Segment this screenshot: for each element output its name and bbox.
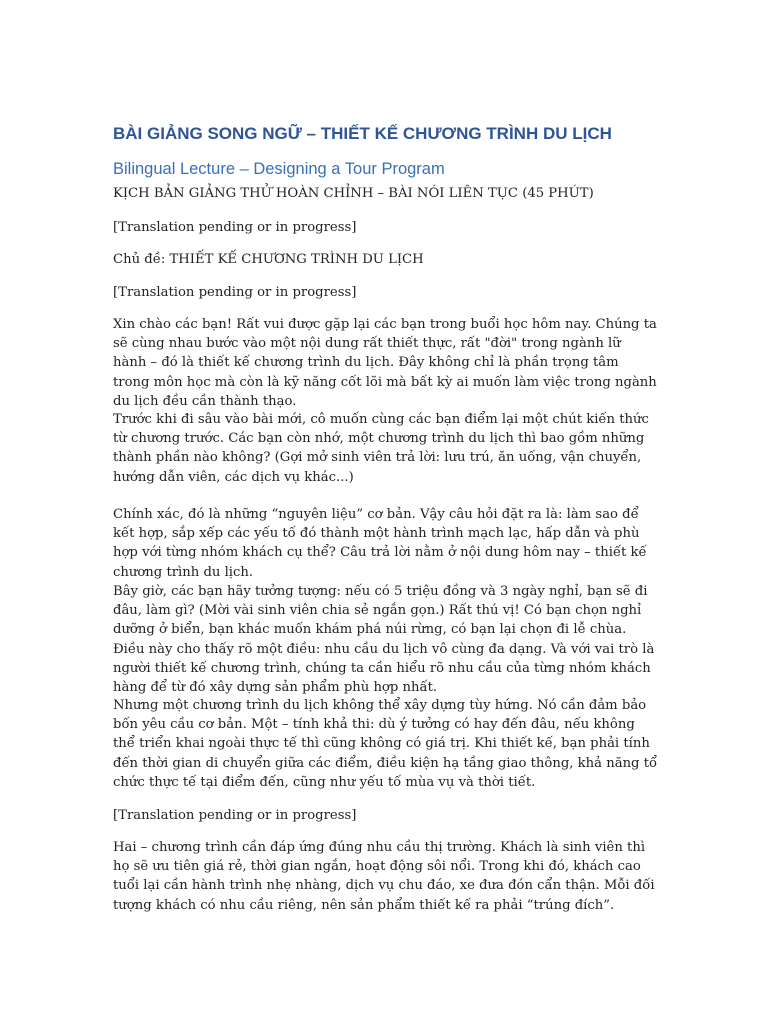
translation-pending-note: [Translation pending or in progress] bbox=[113, 220, 357, 235]
body-paragraph: Bây giờ, các bạn hãy tưởng tượng: nếu có 5 triệu đồng và 3 ngày nghỉ, bạn sẽ đi đâu, làm gì? (Mời vài sinh viên chia sẻ ngắn gọn.) Rất thú vị! Có bạn chọn nghỉ dưỡng ở biển, bạn khác muốn khám phá núi rừng, có bạn lại chọn đi lễ chùa. Điều này cho thấy rõ một điều: nhu cầu du lịch vô cùng đa dạng. Và với vai trò là người thiết kế chương trình, chúng ta cần hiểu rõ nhu cầu của từng nhóm khách hàng để từ đó xây dựng sản phẩm phù hợp nhất. bbox=[113, 584, 655, 696]
body-paragraph: Xin chào các bạn! Rất vui được gặp lại các bạn trong buổi học hôm nay. Chúng ta sẽ cùng nhau bước vào một nội dung rất thiết thực, rất "đời" trong ngành lữ hành – đó là thiết kế chương trình du lịch. Đây không chỉ là phần trọng tâm trong môn học mà còn là kỹ năng cốt lõi mà bất kỳ ai muốn làm việc trong ngành du lịch đều cần thành thạo. bbox=[113, 317, 657, 409]
body-paragraph: Chính xác, đó là những “nguyên liệu” cơ bản. Vậy câu hỏi đặt ra là: làm sao để kết hợp, sắp xếp các yếu tố đó thành một hành trình mạch lạc, hấp dẫn và phù hợp với từng nhóm khách cụ thể? Câu trả lời nằm ở nội dung hôm nay – thiết kế chương trình du lịch. bbox=[113, 507, 647, 580]
topic-line: Chủ đề: THIẾT KẾ CHƯƠNG TRÌNH DU LỊCH bbox=[113, 252, 424, 267]
document-title: BÀI GIẢNG SONG NGỮ – THIẾT KẾ CHƯƠNG TRÌNH DU LỊCH bbox=[113, 124, 612, 143]
body-paragraph: Trước khi đi sâu vào bài mới, cô muốn cùng các bạn điểm lại một chút kiến thức từ chương trước. Các bạn còn nhớ, một chương trình du lịch thì bao gồm những thành phần nào không? (Gợi mở sinh viên trả lời: lưu trú, ăn uống, vận chuyển, hướng dẫn viên, các dịch vụ khác...) bbox=[113, 412, 649, 485]
translation-pending-note: [Translation pending or in progress] bbox=[113, 808, 357, 823]
body-paragraph: Hai – chương trình cần đáp ứng đúng nhu cầu thị trường. Khách là sinh viên thì họ sẽ ưu tiên giá rẻ, thời gian ngắn, hoạt động sôi nổi. Trong khi đó, khách cao tuổi lại cần hành trình nhẹ nhàng, dịch vụ chu đáo, xe đưa đón cẩn thận. Mỗi đối tượng khách có nhu cầu riêng, nên sản phẩm thiết kế ra phải “trúng đích”. bbox=[113, 840, 655, 913]
body-paragraph: Nhưng một chương trình du lịch không thể xây dựng tùy hứng. Nó cần đảm bảo bốn yêu cầu cơ bản. Một – tính khả thi: dù ý tưởng có hay đến đâu, nếu không thể triển khai ngoài thực tế thì cũng không có giá trị. Khi thiết kế, bạn phải tính đến thời gian di chuyển giữa các điểm, điều kiện hạ tầng giao thông, khả năng tổ chức thực tế tại điểm đến, cũng như yếu tố mùa vụ và thời tiết. bbox=[113, 698, 658, 790]
document-subtitle: Bilingual Lecture – Designing a Tour Program bbox=[113, 160, 445, 178]
script-heading: KỊCH BẢN GIẢNG THỬ HOÀN CHỈNH – BÀI NÓI LIÊN TỤC (45 PHÚT) bbox=[113, 186, 594, 201]
translation-pending-note: [Translation pending or in progress] bbox=[113, 285, 357, 300]
